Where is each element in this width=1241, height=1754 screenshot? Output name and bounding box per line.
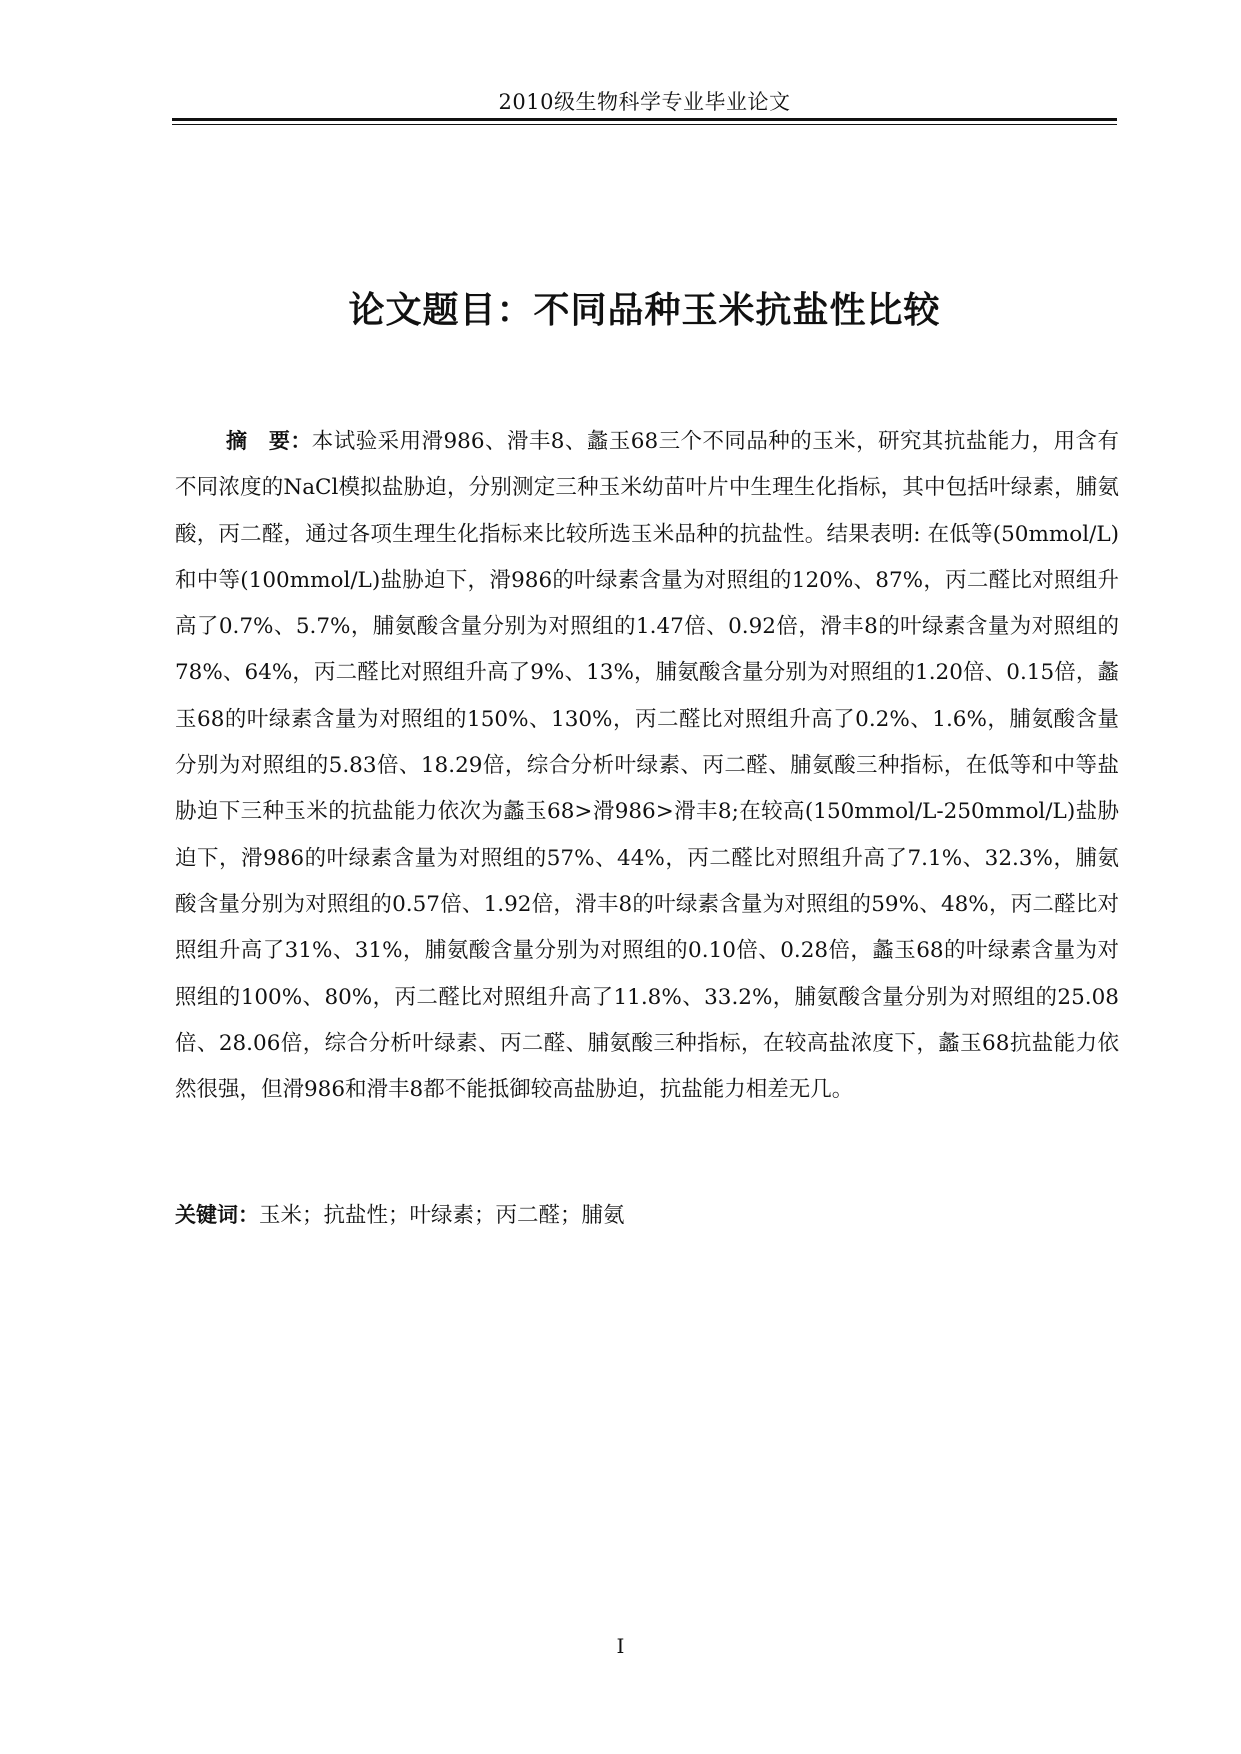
page-number: I bbox=[616, 1634, 625, 1658]
keywords-list: 玉米；抗盐性；叶绿素；丙二醛；脯氨 bbox=[259, 1203, 625, 1228]
header-rule-thin bbox=[172, 124, 1117, 125]
abstract-body: 本试验采用滑986、滑丰8、蠡玉68三个不同品种的玉米，研究其抗盐能力，用含有不同浓度的NaCl模拟盐胁迫，分别测定三种玉米幼苗叶片中生理生化指标，其中包括叶绿素，脯氨酸，丙二醛，通过各项生理生化指标来比较所选玉米品种的抗盐性。结果表明: 在低等(50mmol/L)和中等(100mmol/L)盐胁迫下，滑986的叶绿素含量为对照组的120%、87%，丙二醛比对照组升高了0.7%、5.7%，脯氨酸含量分别为对照组的1.47倍、0.92倍，滑丰8的叶绿素含量为对照组的78%、64%，丙二醛比对照组升高了9%、13%，脯氨酸含量分别为对照组的1.20倍、0.15倍，蠡玉68的叶绿素含量为对照组的150%、130%，丙二醛比对照组升高了0.2%、1.6%，脯氨酸含量分别为对照组的5.83倍、18.29倍，综合分析叶绿素、丙二醛、脯氨酸三种指标，在低等和中等盐胁迫下三种玉米的抗盐能力依次为蠡玉68>滑986>滑丰8;在较高(150mmol/L-250mmol/L)盐胁迫下，滑986的叶绿素含量为对照组的57%、44%，丙二醛比对照组升高了7.1%、32.3%，脯氨酸含量分别为对照组的0.57倍、1.92倍，滑丰8的叶绿素含量为对照组的59%、48%，丙二醛比对照组升高了31%、31%，脯氨酸含量分别为对照组的0.10倍、0.28倍，蠡玉68的叶绿素含量为对照组的100%、80%，丙二醛比对照组升高了11.8%、33.2%，脯氨酸含量分别为对照组的25.08倍、28.06倍，综合分析叶绿素、丙二醛、脯氨酸三种指标，在较高盐浓度下，蠡玉68抗盐能力依然很强，但滑986和滑丰8都不能抵御较高盐胁迫，抗盐能力相差无几。 bbox=[175, 429, 1120, 1103]
abstract-label: 摘 要： bbox=[226, 429, 312, 453]
header-rule-thick bbox=[172, 118, 1117, 121]
abstract bbox=[175, 418, 1119, 1113]
thesis-title: 论文题目：不同品种玉米抗盐性比较 bbox=[348, 290, 941, 331]
keywords-label: 关键词： bbox=[175, 1203, 259, 1227]
keywords bbox=[175, 1198, 1119, 1229]
running-header: 2010级生物科学专业毕业论文 bbox=[498, 90, 791, 114]
